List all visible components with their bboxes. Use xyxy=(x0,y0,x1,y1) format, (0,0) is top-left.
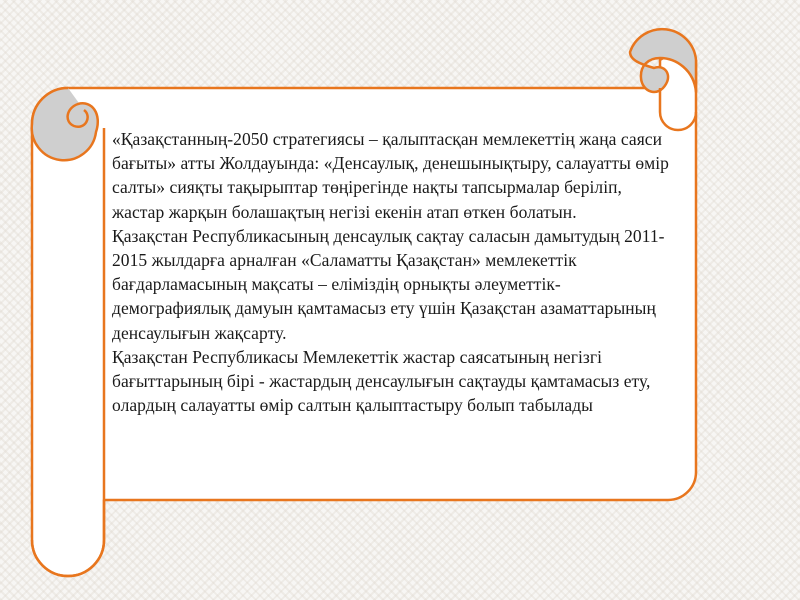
paragraph-program: Қазақстан Республикасының денсаулық сақтау саласын дамытудың 2011-2015 жылдарға арналған «Саламатты Қазақстан» мемлекеттік бағдарламасының мақсаты – еліміздің орнықты әлеуметтік-демографиялық дамуын қамтамасыз ету үшін Қазақстан азаматтарының денсаулығын жақсарту. xyxy=(112,225,665,343)
scroll-body-text xyxy=(112,127,672,417)
paragraph-strategy: «Қазақстанның-2050 стратегиясы – қалыптасқан мемлекеттің жаңа саяси бағыты» атты Жолдауында: «Денсаулық, денешынықтыру, салауатты өмір салты» сияқты тақырыптар төңірегінде нақты тапсырмалар беріліп, жастар жарқын болашақтың негізі екенін атап өткен болатын. xyxy=(112,129,669,222)
paragraph-youth-policy: Қазақстан Республикасы Мемлекеттік жастар саясатының негізгі бағыттарының бірі - жастардың денсаулығын сақтауды қамтамасыз ету, олардың салауатты өмір салтын қалыптастыру болып табылады xyxy=(112,346,651,416)
